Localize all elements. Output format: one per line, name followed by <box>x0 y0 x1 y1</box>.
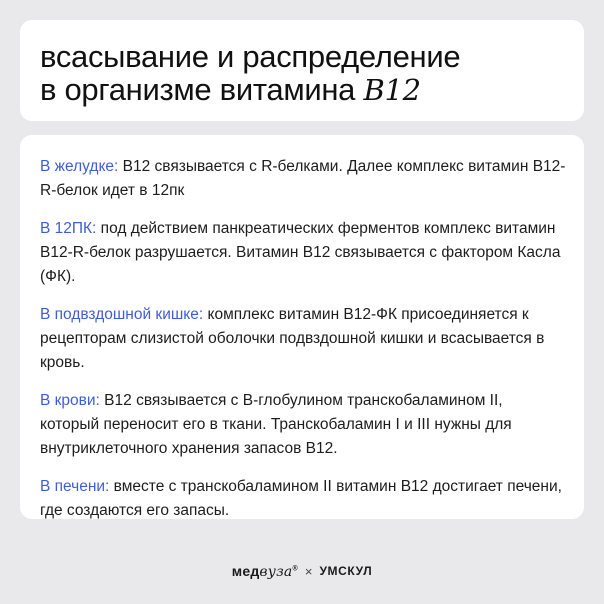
collab-separator: × <box>304 563 313 579</box>
title-line-2 <box>40 73 564 107</box>
section-term: В 12ПК: <box>40 220 97 237</box>
brand-medvuza-part2: вуза <box>259 563 293 580</box>
section-term: В желудке: <box>40 158 119 175</box>
title-card <box>20 20 584 121</box>
section-text: комплекс витамин В12-ФК присоединяется к рецепторам слизистой оболочки подвздошной кишки и всасывается в кровь. <box>40 306 545 371</box>
section-duodenum <box>40 217 566 289</box>
section-text: под действием панкреатических ферментов комплекс витамин В12-R-белок разрушается. Витамин В12 связывается с фактором Касла (ФК). <box>40 220 561 285</box>
section-liver <box>40 475 566 523</box>
footer-brands <box>0 560 604 582</box>
section-text: В12 связывается с R-белками. Далее комплекс витамин В12-R-белок идет в 12пк <box>40 158 566 199</box>
section-term: В крови: <box>40 392 100 409</box>
section-blood <box>40 389 566 461</box>
section-ileum <box>40 303 566 375</box>
section-stomach <box>40 155 566 203</box>
section-term: В подвздошной кишке: <box>40 306 204 323</box>
brand-medvuza-part1: мед <box>231 562 260 579</box>
title-line-1: всасывание и распределение <box>40 39 461 74</box>
brand-medvuza-logo <box>232 563 298 580</box>
section-text: В12 связывается с В-глобулином транскобаламином II, который переносит его в ткани. Транскобаламин I и III нужны для внутриклеточного хранения запасов В12. <box>40 392 512 457</box>
section-text: вместе с транскобаламином II витамин В12 достигает печени, где создаются его запасы. <box>40 478 562 519</box>
title-line-2-text: в организме витамина <box>40 72 364 107</box>
content-card <box>20 135 584 519</box>
registered-mark: ® <box>292 564 298 572</box>
title-accent: B12 <box>363 73 421 107</box>
brand-umskul-logo: УМСКУЛ <box>319 564 373 578</box>
section-term: В печени: <box>40 478 110 495</box>
